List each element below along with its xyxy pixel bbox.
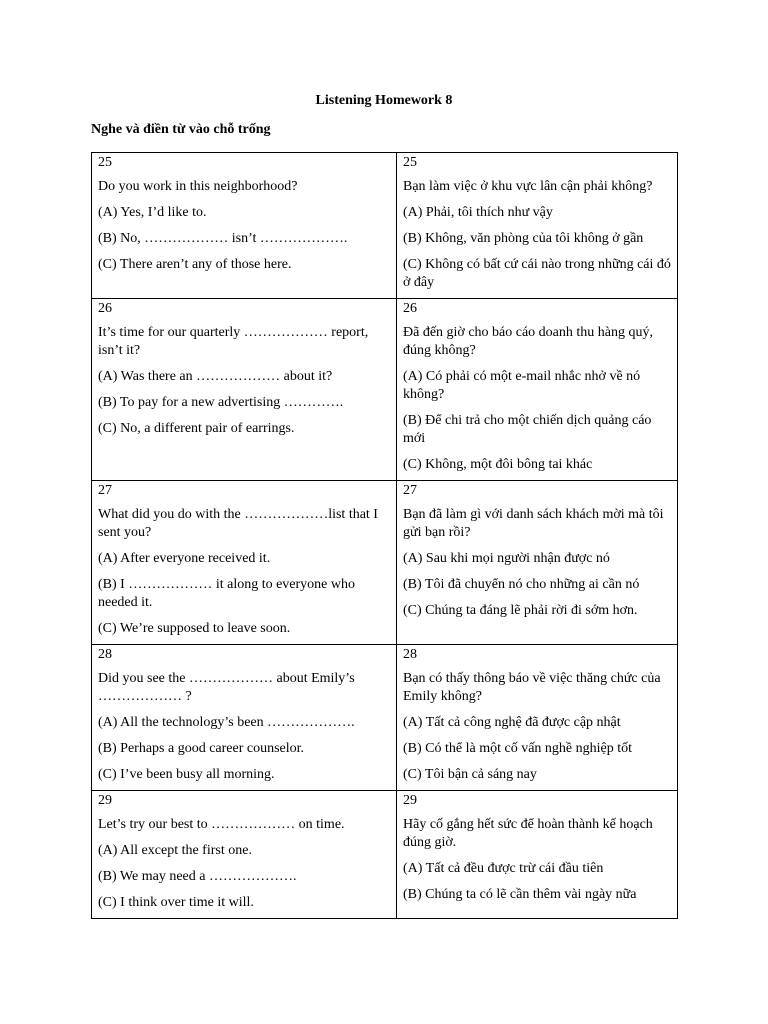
table-row — [92, 481, 678, 645]
answer-option: (C) There aren’t any of those here. — [98, 257, 292, 272]
english-cell — [92, 153, 397, 299]
table-row — [92, 153, 678, 299]
answer-option: (A) Sau khi mọi người nhận được nó — [403, 551, 610, 566]
exercise-table-body — [92, 153, 678, 919]
question-number: 26 — [403, 301, 417, 316]
answer-option: (B) Tôi đã chuyển nó cho những ai cần nó — [403, 577, 640, 592]
question-text: Bạn làm việc ở khu vực lân cận phải không? — [403, 179, 653, 194]
answer-option: (B) Perhaps a good career counselor. — [98, 741, 305, 756]
vietnamese-cell — [397, 153, 678, 299]
question-number: 27 — [98, 483, 112, 498]
answer-option: (A) Phải, tôi thích như vậy — [403, 205, 553, 220]
answer-option: (A) All except the first one. — [98, 843, 252, 858]
answer-option: (C) No, a different pair of earrings. — [98, 421, 295, 436]
question-text: Bạn có thấy thông báo về việc thăng chức của Emily không? — [403, 671, 661, 704]
question-number: 25 — [403, 155, 417, 170]
question-text: Did you see the ……………… about Emily’s ……………… ? — [98, 671, 355, 704]
vietnamese-cell — [397, 645, 678, 791]
vietnamese-cell — [397, 299, 678, 481]
answer-option: (A) Có phải có một e-mail nhắc nhở về nó không? — [403, 369, 641, 402]
answer-option: (C) Chúng ta đáng lẽ phải rời đi sớm hơn. — [403, 603, 638, 618]
question-number: 26 — [98, 301, 112, 316]
answer-option: (A) Tất cả đều được trừ cái đầu tiên — [403, 861, 604, 876]
question-text: Bạn đã làm gì với danh sách khách mời mà tôi gửi bạn rồi? — [403, 507, 664, 540]
answer-option: (C) We’re supposed to leave soon. — [98, 621, 291, 636]
answer-option: (C) Không, một đôi bông tai khác — [403, 457, 593, 472]
instruction-heading: Nghe và điền từ vào chỗ trống — [91, 122, 271, 137]
answer-option: (B) We may need a ………………. — [98, 869, 297, 884]
question-number: 29 — [403, 793, 417, 808]
answer-option: (B) To pay for a new advertising …………. — [98, 395, 344, 410]
answer-option: (C) Không có bất cứ cái nào trong những cái đó ở đây — [403, 257, 671, 290]
answer-option: (A) Was there an ……………… about it? — [98, 369, 333, 384]
exercise-table — [91, 152, 678, 919]
question-text: Hãy cố gắng hết sức để hoàn thành kế hoạch đúng giờ. — [403, 817, 653, 850]
answer-option: (A) All the technology’s been ………………. — [98, 715, 355, 730]
answer-option: (C) Tôi bận cả sáng nay — [403, 767, 537, 782]
answer-option: (B) Không, văn phòng của tôi không ở gần — [403, 231, 644, 246]
answer-option: (A) Yes, I’d like to. — [98, 205, 207, 220]
answer-option: (B) No, ……………… isn’t ………………. — [98, 231, 348, 246]
question-number: 28 — [403, 647, 417, 662]
answer-option: (C) I think over time it will. — [98, 895, 254, 910]
question-text: Do you work in this neighborhood? — [98, 179, 298, 194]
question-number: 29 — [98, 793, 112, 808]
question-number: 28 — [98, 647, 112, 662]
question-text: Let’s try our best to ……………… on time. — [98, 817, 345, 832]
question-text: What did you do with the ………………list that I sent you? — [98, 507, 378, 540]
answer-option: (B) I ……………… it along to everyone who needed it. — [98, 577, 356, 610]
table-row — [92, 299, 678, 481]
vietnamese-cell — [397, 481, 678, 645]
answer-option: (B) Có thể là một cố vấn nghề nghiệp tốt — [403, 741, 633, 756]
answer-option: (B) Để chi trả cho một chiến dịch quảng cáo mới — [403, 413, 652, 446]
answer-option: (A) Tất cả công nghệ đã được cập nhật — [403, 715, 621, 730]
answer-option: (B) Chúng ta có lẽ cần thêm vài ngày nữa — [403, 887, 637, 902]
english-cell — [92, 481, 397, 645]
table-row — [92, 645, 678, 791]
question-number: 27 — [403, 483, 417, 498]
question-text: Đã đến giờ cho báo cáo doanh thu hàng quý, đúng không? — [403, 325, 654, 358]
answer-option: (C) I’ve been busy all morning. — [98, 767, 275, 782]
question-text: It’s time for our quarterly ……………… report, isn’t it? — [98, 325, 369, 358]
question-number: 25 — [98, 155, 112, 170]
english-cell — [92, 791, 397, 919]
english-cell — [92, 299, 397, 481]
english-cell — [92, 645, 397, 791]
vietnamese-cell — [397, 791, 678, 919]
answer-option: (A) After everyone received it. — [98, 551, 271, 566]
document-title: Listening Homework 8 — [315, 93, 453, 108]
table-row — [92, 791, 678, 919]
